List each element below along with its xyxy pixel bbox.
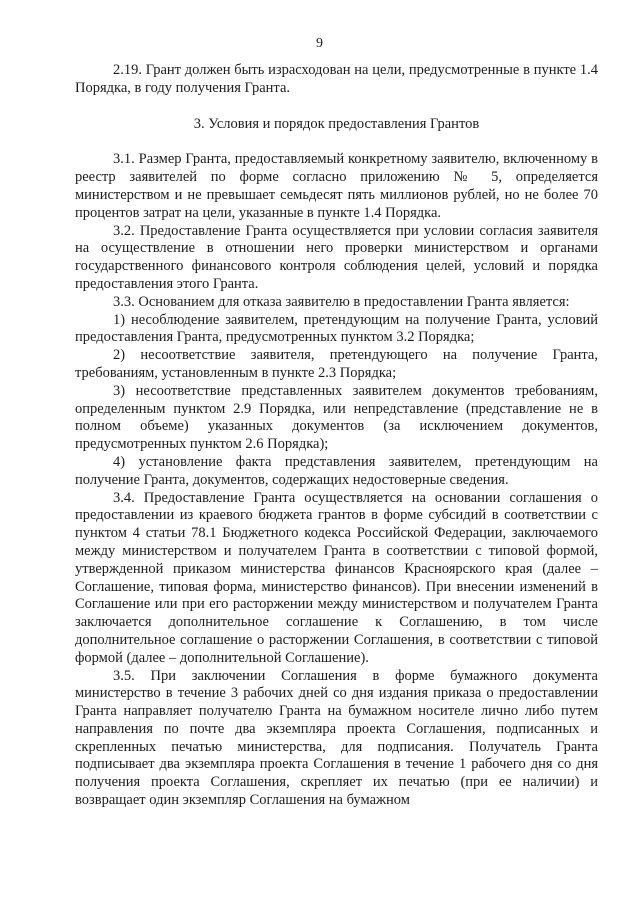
paragraph-3-3: 3.3. Основанием для отказа заявителю в предоставлении Гранта является: <box>113 293 570 310</box>
paragraph-3-1: 3.1. Размер Гранта, предоставляемый конкретному заявителю, включенному в реестр заявителей по форме согласно приложению № 5, определяется министерством и не превышает семьдесят пять миллионов рублей, но не более 70 процентов затрат на цели, указанные в пункте 1.4 Порядка. <box>75 151 598 221</box>
page-number: 9 <box>316 36 323 51</box>
paragraph-3-4: 3.4. Предоставление Гранта осуществляется на основании соглашения о предоставлении из краевого бюджета грантов в форме субсидий в соответствии с пунктом 4 статьи 78.1 Бюджетного кодекса Российской Федерации, заключаемого между министерством и получателем Гранта в соответствии с типовой формой, утвержденной приказом министерства финансов Красноярского края (далее – Соглашение, типовая форма, министерство финансов). При внесении изменений в Соглашение или при его расторжении между министерством и получателем Гранта заключается дополнительное соглашение к Соглашению, в том числе дополнительное соглашение о расторжении Соглашения, в соответствии с типовой формой (далее – дополнительной Соглашение). <box>75 489 598 666</box>
paragraph-3-3-item-1: 1) несоблюдение заявителем, претендующим на получение Гранта, условий предоставления Гранта, предусмотренных пунктом 3.2 Порядка; <box>75 311 598 346</box>
section-3-heading: 3. Условия и порядок предоставления Грантов <box>193 115 480 132</box>
paragraph-3-5: 3.5. При заключении Соглашения в форме бумажного документа министерство в течение 3 рабочих дней со дня издания приказа о предоставлении Гранта направляет получателю Гранта на бумажном носителе лично либо путем направления по почте два экземпляра проекта Соглашения, подписанных и скрепленных печатью министерства, для подписания. Получатель Гранта подписывает два экземпляра проекта Соглашения в течение 1 рабочего дня со дня получения проекта Соглашения, скрепляет их печатью (при ее наличии) и возвращает один экземпляр Соглашения на бумажном <box>75 667 598 809</box>
paragraph-2-19: 2.19. Грант должен быть израсходован на цели, предусмотренные в пункте 1.4 Порядка, в году получения Гранта. <box>75 62 598 96</box>
paragraph-3-3-item-4: 4) установление факта представления заявителем, претендующим на получение Гранта, документов, содержащих недостоверные сведения. <box>75 453 598 488</box>
paragraph-3-2: 3.2. Предоставление Гранта осуществляется при условии согласия заявителя на осуществление в отношении него проверки министерством и органами государственного финансового контроля соблюдения целей, условий и порядка предоставления этого Гранта. <box>75 222 598 292</box>
paragraph-3-3-item-3: 3) несоответствие представленных заявителем документов требованиям, определенным пунктом 2.9 Порядка, или непредставление (представление не в полном объеме) указанных документов (за исключением документов, предусмотренных пунктом 2.6 Порядка); <box>75 382 598 453</box>
document-body <box>75 62 598 810</box>
paragraph-3-3-item-2: 2) несоответствие заявителя, претендующего на получение Гранта, требованиям, установленным в пункте 2.3 Порядка; <box>75 347 598 381</box>
